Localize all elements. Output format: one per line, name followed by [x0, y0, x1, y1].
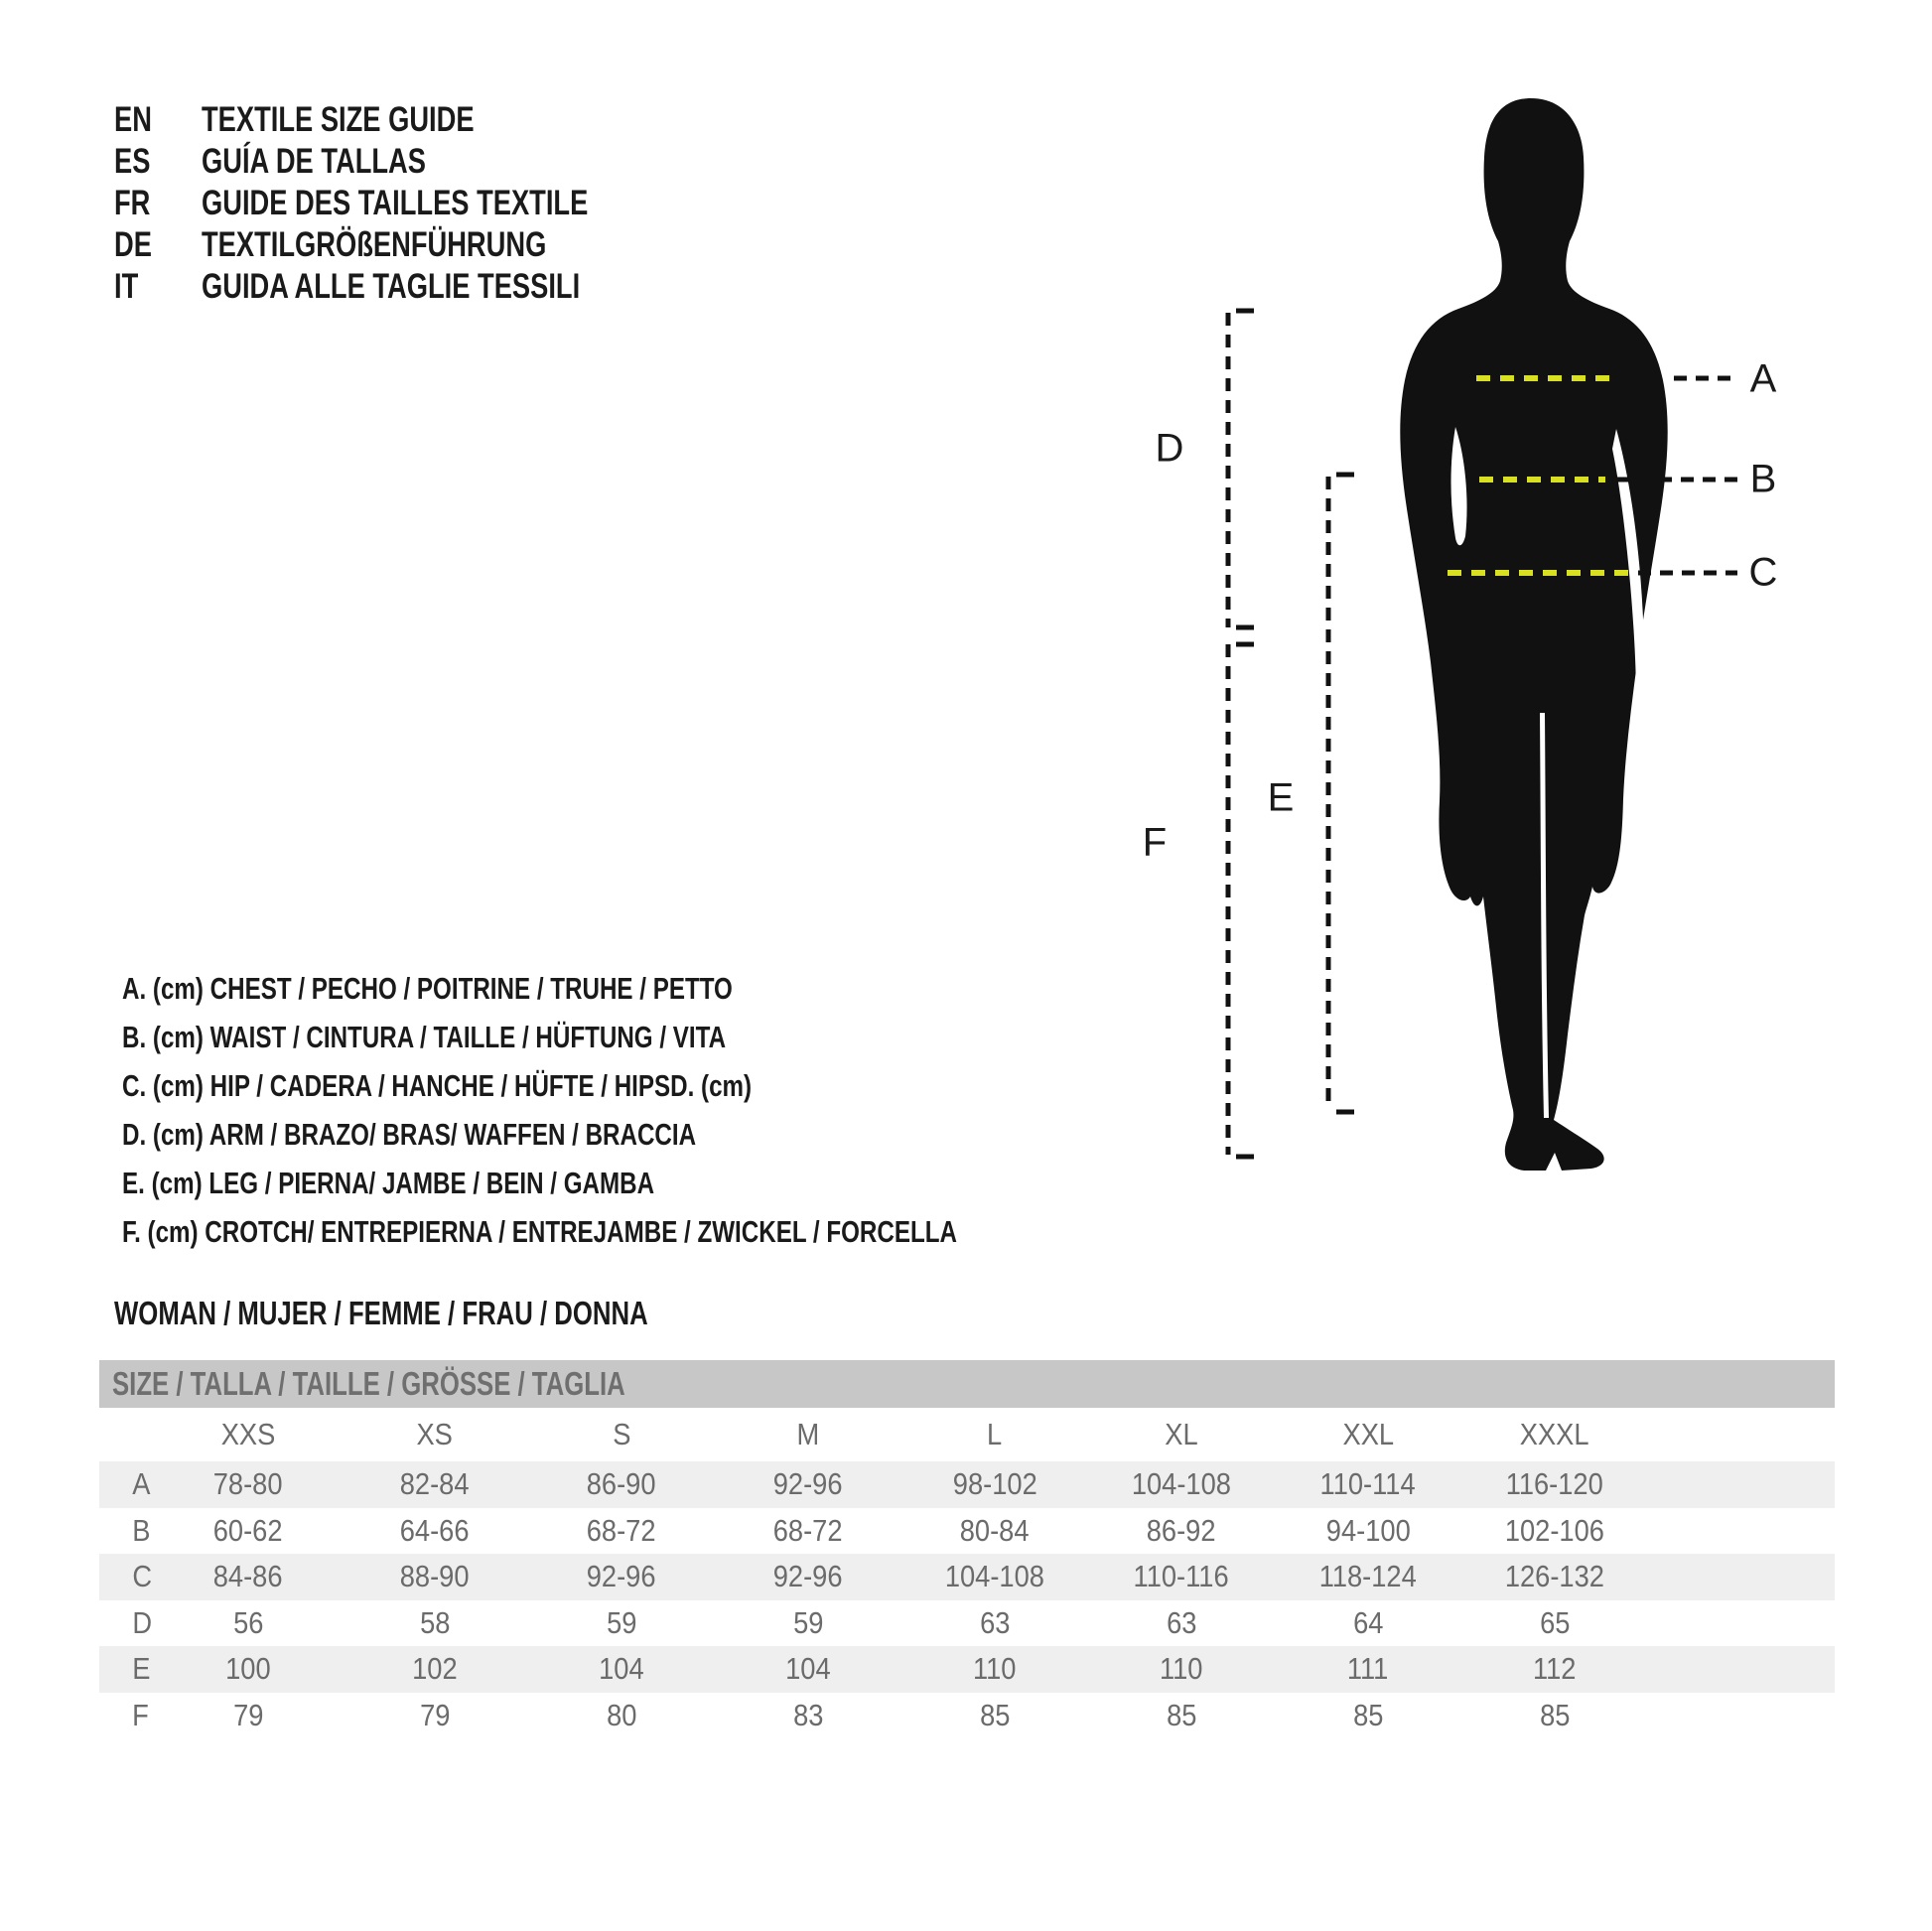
language-title: GUIDA ALLE TAGLIE TESSILI [202, 267, 581, 306]
size-value-text: 102-106 [1504, 1512, 1605, 1548]
size-value-cell [1461, 1698, 1648, 1733]
size-value-cell [1275, 1698, 1461, 1733]
size-value-text: 83 [792, 1697, 824, 1732]
size-value-text: 82-84 [400, 1466, 470, 1502]
size-column-header-text: S [612, 1417, 631, 1451]
language-code: IT [114, 267, 139, 306]
size-value-cell [1461, 1466, 1648, 1502]
size-value-cell [715, 1466, 901, 1502]
size-value-text: 102 [412, 1651, 458, 1687]
size-table-row-e [99, 1646, 1835, 1693]
size-value-cell [342, 1559, 528, 1594]
size-value-cell [1461, 1605, 1648, 1641]
legend-text: C. (cm) HIP / CADERA / HANCHE / HÜFTE / HIPSD. (cm) [122, 1067, 753, 1103]
row-measurement-label [99, 1651, 155, 1687]
size-value-cell [1088, 1651, 1275, 1687]
size-value-text: 64 [1352, 1604, 1384, 1640]
row-measurement-label-text: D [132, 1604, 153, 1640]
diagram-label-waist: B [1749, 457, 1777, 501]
row-measurement-label [99, 1698, 155, 1733]
size-value-text: 64-66 [400, 1512, 470, 1548]
legend-text: E. (cm) LEG / PIERNA/ JAMBE / BEIN / GAMBA [122, 1165, 655, 1200]
size-value-cell [155, 1513, 342, 1549]
legend-item-d [122, 1110, 1192, 1159]
size-value-text: 116-120 [1505, 1466, 1604, 1502]
size-header-row [99, 1408, 1835, 1461]
row-measurement-label [99, 1466, 155, 1502]
size-value-text: 58 [419, 1604, 451, 1640]
size-value-cell [342, 1651, 528, 1687]
size-table-row-a [99, 1461, 1835, 1508]
size-value-cell [715, 1559, 901, 1594]
size-column-header [1275, 1417, 1461, 1452]
language-row [114, 183, 697, 224]
language-code-box [114, 225, 202, 265]
legend-item-c [122, 1061, 1192, 1110]
size-value-cell [528, 1559, 715, 1594]
size-value-cell [528, 1651, 715, 1687]
size-value-text: 104-108 [944, 1559, 1045, 1594]
diagram-label-crotch: F [1142, 820, 1168, 865]
size-value-cell [1088, 1559, 1275, 1594]
legend-item-e [122, 1159, 1192, 1207]
language-code: ES [114, 142, 151, 181]
size-value-text: 110-116 [1133, 1559, 1230, 1594]
size-column-header-text: M [796, 1417, 820, 1451]
legend-text: D. (cm) ARM / BRAZO/ BRAS/ WAFFEN / BRACCIA [122, 1116, 697, 1152]
size-value-text: 110-114 [1319, 1466, 1417, 1502]
size-value-text: 110 [1160, 1651, 1203, 1687]
legend-item-f [122, 1207, 1192, 1256]
size-value-text: 63 [979, 1604, 1011, 1640]
language-code-box [114, 267, 202, 307]
size-table-row-c [99, 1554, 1835, 1600]
language-row [114, 141, 697, 183]
size-value-text: 79 [419, 1697, 451, 1732]
size-value-text: 104-108 [1131, 1466, 1232, 1502]
row-measurement-label-text: B [132, 1512, 151, 1548]
size-column-header-text: XXS [220, 1417, 276, 1451]
legend-text: B. (cm) WAIST / CINTURA / TAILLE / HÜFTUNG / VITA [122, 1019, 727, 1054]
size-value-text: 92-96 [587, 1559, 656, 1594]
size-value-cell [1461, 1559, 1648, 1594]
language-title: GUIDE DES TAILLES TEXTILE [202, 184, 589, 222]
size-value-text: 85 [1166, 1697, 1197, 1732]
language-code-box [114, 100, 202, 140]
size-column-header [1461, 1417, 1648, 1452]
size-value-cell [715, 1651, 901, 1687]
size-column-header-text: XS [416, 1417, 454, 1451]
size-value-text: 78-80 [213, 1466, 283, 1502]
row-measurement-label-text: C [132, 1559, 153, 1594]
size-column-header [715, 1417, 901, 1452]
size-column-header [342, 1417, 528, 1452]
size-table-header-bar [99, 1360, 1835, 1408]
size-column-header [155, 1417, 342, 1452]
audience-heading [114, 1294, 798, 1333]
row-measurement-label-text: E [132, 1651, 151, 1687]
language-title: GUÍA DE TALLAS [202, 142, 426, 181]
language-row [114, 99, 697, 141]
size-value-cell [342, 1513, 528, 1549]
size-value-text: 110 [973, 1651, 1017, 1687]
size-value-text: 80 [606, 1697, 637, 1732]
size-value-text: 85 [1539, 1697, 1571, 1732]
size-value-text: 86-92 [1147, 1512, 1216, 1548]
size-value-cell [528, 1513, 715, 1549]
size-value-text: 98-102 [952, 1466, 1037, 1502]
size-value-cell [528, 1605, 715, 1641]
size-column-header-text: XXL [1342, 1417, 1394, 1451]
size-value-cell [1088, 1513, 1275, 1549]
language-code: FR [114, 184, 151, 222]
size-column-header-text: XXXL [1520, 1417, 1589, 1451]
size-column-header [901, 1417, 1088, 1452]
size-column-header [1088, 1417, 1275, 1452]
size-table-row-b [99, 1508, 1835, 1555]
size-value-text: 80-84 [960, 1512, 1030, 1548]
size-value-text: 68-72 [773, 1512, 843, 1548]
row-measurement-label [99, 1559, 155, 1594]
language-title: TEXTILE SIZE GUIDE [202, 100, 475, 139]
size-column-header [528, 1417, 715, 1452]
size-value-cell [715, 1605, 901, 1641]
language-code-box [114, 184, 202, 223]
size-value-cell [155, 1559, 342, 1594]
size-value-cell [1088, 1605, 1275, 1641]
size-value-text: 85 [979, 1697, 1011, 1732]
language-code: DE [114, 225, 152, 264]
size-value-text: 86-90 [587, 1466, 656, 1502]
legend-text: F. (cm) CROTCH/ ENTREPIERNA / ENTREJAMBE / ZWICKEL / FORCELLA [122, 1213, 957, 1249]
size-value-text: 60-62 [213, 1512, 283, 1548]
size-value-text: 56 [232, 1604, 264, 1640]
size-value-cell [1275, 1466, 1461, 1502]
language-title-list [114, 99, 697, 308]
language-row [114, 224, 697, 266]
size-value-cell [1275, 1605, 1461, 1641]
size-value-text: 88-90 [400, 1559, 470, 1594]
row-measurement-label-text: F [132, 1697, 149, 1732]
size-value-cell [342, 1466, 528, 1502]
size-column-header-text: L [987, 1417, 1003, 1451]
diagram-label-hip: C [1748, 550, 1778, 595]
size-table [99, 1360, 1835, 1738]
legend-item-a [122, 964, 1192, 1013]
legend-text: A. (cm) CHEST / PECHO / POITRINE / TRUHE / PETTO [122, 970, 733, 1006]
size-value-text: 65 [1539, 1604, 1571, 1640]
size-value-text: 104 [785, 1651, 831, 1687]
woman-silhouette [1400, 98, 1667, 1171]
legend-item-b [122, 1013, 1192, 1061]
size-value-cell [1088, 1466, 1275, 1502]
size-value-cell [901, 1466, 1088, 1502]
size-value-text: 59 [792, 1604, 824, 1640]
measurement-legend [122, 964, 1192, 1256]
language-code-box [114, 142, 202, 182]
size-value-cell [901, 1698, 1088, 1733]
size-table-row-d [99, 1600, 1835, 1647]
size-value-text: 92-96 [773, 1466, 843, 1502]
size-value-text: 68-72 [587, 1512, 656, 1548]
size-value-cell [715, 1698, 901, 1733]
size-value-text: 85 [1352, 1697, 1384, 1732]
size-value-text: 63 [1166, 1604, 1197, 1640]
size-value-text: 92-96 [773, 1559, 843, 1594]
language-title: TEXTILGRÖßENFÜHRUNG [202, 225, 547, 264]
size-value-cell [155, 1605, 342, 1641]
size-value-cell [342, 1698, 528, 1733]
row-measurement-label [99, 1605, 155, 1641]
size-value-text: 100 [225, 1651, 271, 1687]
size-value-text: 111 [1347, 1651, 1389, 1687]
size-value-cell [155, 1651, 342, 1687]
size-column-header-text: XL [1165, 1417, 1198, 1451]
size-value-cell [1461, 1651, 1648, 1687]
size-value-cell [342, 1605, 528, 1641]
size-value-text: 104 [599, 1651, 644, 1687]
size-table-row-f [99, 1693, 1835, 1739]
size-value-cell [901, 1605, 1088, 1641]
size-value-text: 94-100 [1325, 1512, 1411, 1548]
size-value-cell [1461, 1513, 1648, 1549]
language-row [114, 266, 697, 308]
size-value-text: 112 [1533, 1651, 1577, 1687]
audience-heading-text: WOMAN / MUJER / FEMME / FRAU / DONNA [114, 1295, 648, 1331]
size-value-cell [901, 1559, 1088, 1594]
diagram-label-leg: E [1267, 775, 1295, 820]
size-value-text: 79 [232, 1697, 264, 1732]
row-measurement-label-text: A [132, 1466, 151, 1502]
size-value-cell [1275, 1513, 1461, 1549]
size-value-cell [1088, 1698, 1275, 1733]
size-value-cell [901, 1513, 1088, 1549]
size-value-text: 126-132 [1504, 1559, 1605, 1594]
size-value-cell [155, 1698, 342, 1733]
size-value-cell [528, 1466, 715, 1502]
diagram-label-chest: A [1749, 356, 1777, 401]
diagram-label-arm: D [1155, 426, 1184, 471]
size-value-cell [901, 1651, 1088, 1687]
size-value-cell [155, 1466, 342, 1502]
size-value-cell [1275, 1559, 1461, 1594]
size-value-text: 59 [606, 1604, 637, 1640]
size-value-cell [1275, 1651, 1461, 1687]
language-code: EN [114, 100, 152, 139]
size-table-header-text: SIZE / TALLA / TAILLE / GRÖSSE / TAGLIA [112, 1365, 625, 1402]
size-value-cell [528, 1698, 715, 1733]
size-value-cell [715, 1513, 901, 1549]
size-value-text: 118-124 [1318, 1559, 1418, 1594]
size-value-text: 84-86 [213, 1559, 283, 1594]
row-measurement-label [99, 1513, 155, 1549]
